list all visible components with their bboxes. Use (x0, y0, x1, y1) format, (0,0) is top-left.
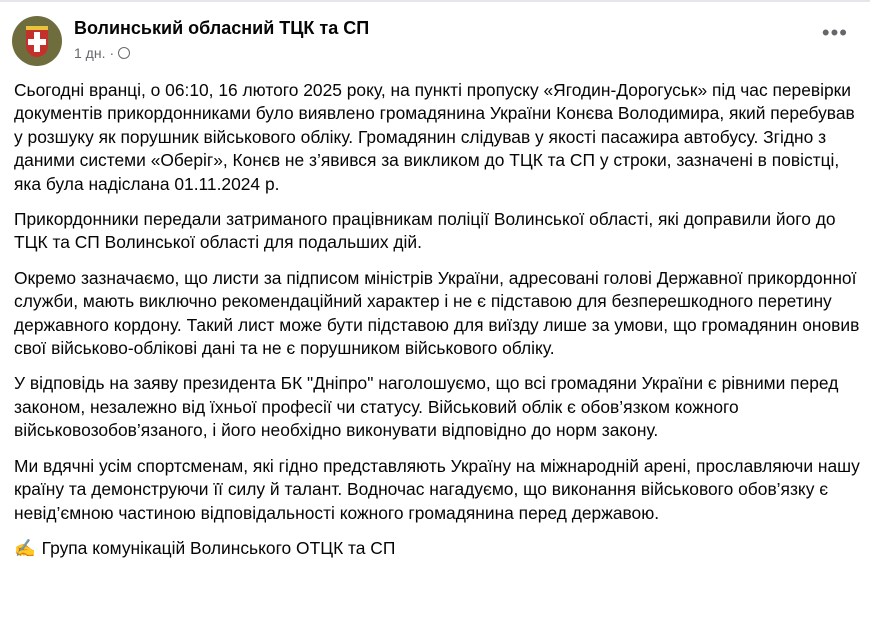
more-options-button[interactable]: ••• (821, 20, 848, 45)
top-divider (0, 0, 870, 2)
post-meta (74, 45, 130, 61)
writing-hand-icon: ✍️ (14, 537, 36, 558)
coat-of-arms-icon (26, 26, 48, 57)
post-signature (14, 537, 864, 560)
post-body (14, 79, 864, 572)
post-paragraph: Ми вдячні усім спортсменам, які гідно представляють Україну на міжнародній арені, прославляючи нашу країну та демонструючи її силу й талант. Водночас нагадуємо, що виконання військового обов’язку є невід’ємною частиною відповідальності кожного громадянина перед державою. (14, 455, 860, 523)
post-paragraph: У відповідь на заяву президента БК "Дніпро" наголошуємо, що всі громадяни України є рівними перед законом, незалежно від їхньої професії чи статусу. Військовий облік є обов’язком кожного військовозобов’язаного, і його необхідно виконувати відповідно до норм закону. (14, 373, 839, 441)
meta-separator: · (109, 45, 115, 61)
author-name[interactable]: Волинський обласний ТЦК та СП (74, 18, 370, 38)
post-paragraph: Окремо зазначаємо, що листи за підписом міністрів України, адресовані голові Державної прикордонної служби, мають виключно рекомендаційний характер і не є підставою для безперешкодного перетину державного кордону. Такий лист може бути підставою для виїзду лише за умови, що громадянин оновив свої військово-облікові дані та не є порушником військового обліку. (14, 267, 860, 359)
post-paragraph: Прикордонники передали затриманого працівникам поліції Волинської області, які доправили його до ТЦК та СП Волинської області для подальших дій. (14, 209, 836, 253)
globe-icon (118, 47, 130, 59)
signature-text: Група комунікацій Волинського ОТЦК та СП (41, 537, 396, 558)
page-avatar[interactable] (12, 16, 62, 66)
post-time[interactable]: 1 дн. (74, 45, 106, 61)
post-paragraph: Сьогодні вранці, о 06:10, 16 лютого 2025 року, на пункті пропуску «Ягодин-Дорогуськ» під час перевірки документів прикордонниками було виявлено громадянина України Конєва Володимира, який перебував у розшуку як порушник військового обліку. Громадянин слідував у якості пасажира автобусу. Згідно з даними системи «Оберіг», Конєв не з’явився за викликом до ТЦК та СП у строки, зазначені в повістці, яка була надіслана 01.11.2024 р. (14, 80, 855, 194)
